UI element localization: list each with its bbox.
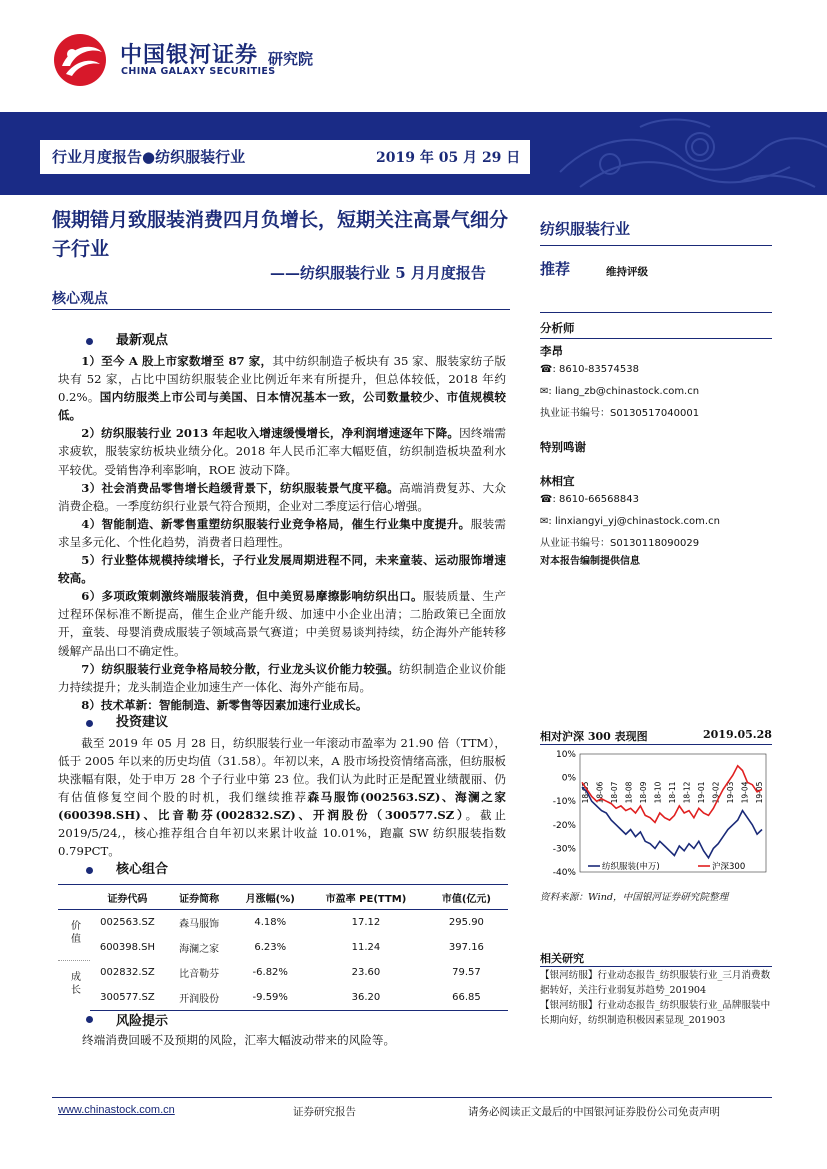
x-tick-label: 18-07 bbox=[610, 781, 619, 804]
report-title: 假期错月致服装消费四月负增长，短期关注高景气细分子行业 bbox=[52, 209, 509, 260]
cell: 002832.SZ bbox=[100, 967, 155, 978]
invest-text-1: 截至 2019 年 05 月 28 日，纺织服装行业一年滚动市盈率为 21.90 倍（TTM），低于 2005 年以来的历史均值（31.58）。年初以来，A 股市场投资情绪高涨，但纺服板块涨幅有限，处于申万 28 个子行业中第 23 位。我们认为此时正是配置业绩靓丽、仍有估值修复空间个股的时机，我们继续推荐 bbox=[58, 735, 506, 805]
point-5 bbox=[58, 551, 506, 587]
analyst-block bbox=[540, 318, 772, 571]
cell: 11.24 bbox=[351, 942, 381, 953]
x-tick-label: 19-03 bbox=[726, 781, 735, 804]
divider bbox=[52, 309, 510, 310]
analyst-2-phone bbox=[540, 491, 772, 509]
col-pe: 市盈率 PE(TTM) bbox=[307, 885, 425, 910]
point-4 bbox=[58, 515, 506, 551]
report-subtitle: ——纺织服装行业 5 月月度报告 bbox=[270, 264, 486, 282]
galaxy-logo-icon bbox=[52, 32, 108, 88]
point-6-bold: 6）多项政策刺激终端服装消费，但中美贸易摩擦影响纺织出口。 bbox=[81, 589, 423, 604]
point-3 bbox=[58, 479, 506, 515]
cell: 300577.SZ bbox=[90, 985, 165, 1011]
col-code: 证券代码 bbox=[90, 885, 165, 910]
divider bbox=[540, 744, 772, 745]
x-tick-label: 18-11 bbox=[668, 781, 677, 804]
institute-label: 研究院 bbox=[268, 50, 314, 68]
latest-heading bbox=[58, 332, 506, 352]
related-heading: 相关研究 bbox=[540, 952, 584, 965]
point-1-bold: 1）至今 A 股上市家数增至 87 家， bbox=[81, 354, 273, 368]
cell: 4.18% bbox=[254, 917, 287, 928]
x-tick-label: 18-10 bbox=[653, 781, 663, 804]
cell: 66.85 bbox=[425, 985, 508, 1011]
point-1 bbox=[58, 352, 506, 424]
analyst-2-phone-value: 8610-66568843 bbox=[559, 494, 639, 505]
logo-text-en: CHINA GALAXY SECURITIES bbox=[121, 66, 276, 77]
report-type: 行业月度报告●纺织服装行业 bbox=[52, 148, 246, 166]
cell: 比音勒芬 bbox=[179, 969, 220, 980]
risk-heading bbox=[58, 1010, 506, 1030]
table-row bbox=[58, 985, 508, 1011]
footer-label: 证券研究报告 bbox=[293, 1106, 356, 1118]
point-6 bbox=[58, 587, 506, 659]
col-change: 月涨幅(%) bbox=[233, 885, 307, 910]
analyst-1-name: 李昂 bbox=[540, 344, 563, 358]
mail-icon: ✉: bbox=[540, 516, 552, 527]
invest-heading bbox=[58, 714, 506, 734]
cell: 295.90 bbox=[448, 917, 484, 928]
analyst-2-email bbox=[540, 513, 772, 531]
risk-text: 终端消费回暖不及预期的风险，汇率大幅波动带来的风险等。 bbox=[82, 1033, 396, 1047]
y-tick-label: -30% bbox=[552, 844, 576, 855]
point-7 bbox=[58, 660, 506, 696]
bullet-icon bbox=[86, 1016, 93, 1023]
analyst-2-email-value[interactable]: linxiangyi_yj@chinastock.com.cn bbox=[554, 516, 720, 527]
analyst-2-cert: 从业证书编号：S0130118090029 bbox=[540, 538, 700, 549]
divider bbox=[540, 245, 772, 246]
col-name: 证券简称 bbox=[165, 885, 233, 910]
invest-stocks: 森马服饰(002563.SZ)、海澜之家(600398.SH)、比音勒芬(002832.SZ)、开润股份（300577.SZ） bbox=[58, 790, 506, 823]
point-3-text: 高端消费复苏、大众消费企稳。一季度纺织行业景气符合预期，企业对二季度运行信心增强。 bbox=[58, 480, 506, 513]
x-tick-label: 19-01 bbox=[697, 781, 706, 804]
cell: 17.12 bbox=[351, 917, 381, 928]
x-tick-label: 18-12 bbox=[682, 781, 692, 804]
mail-icon: ✉: bbox=[540, 386, 552, 397]
report-date: 2019 年 05 月 29 日 bbox=[376, 150, 521, 166]
footer-url[interactable]: www.chinastock.com.cn bbox=[58, 1104, 175, 1116]
bullet-icon bbox=[86, 867, 93, 874]
portfolio-heading-label: 核心组合 bbox=[116, 861, 169, 877]
point-2-text: 因终端需求疲软，服装家纺板块业绩分化。2018 年人民币汇率大幅贬值，纺织制造板块盈利水平较优。受销售净利率影响，ROE 波动下降。 bbox=[58, 426, 506, 477]
thanks-heading: 特别鸣谢 bbox=[540, 440, 586, 454]
invest-paragraph bbox=[58, 734, 506, 861]
portfolio-heading bbox=[58, 861, 506, 881]
analyst-1-phone bbox=[540, 361, 772, 379]
legend-label-textile: 纺织服装(申万) bbox=[602, 862, 660, 872]
footer-disclaimer: 请务必阅读正文最后的中国银河证券股份公司免责声明 bbox=[468, 1106, 720, 1118]
col-mktcap: 市值(亿元) bbox=[425, 885, 508, 910]
analyst-1-email bbox=[540, 383, 772, 401]
analyst-1-email-value[interactable]: liang_zb@chinastock.com.cn bbox=[554, 386, 700, 397]
analyst-1-phone-value: 8610-83574538 bbox=[559, 364, 639, 375]
y-tick-label: 10% bbox=[555, 750, 576, 760]
cell: 海澜之家 bbox=[179, 944, 220, 955]
related-item[interactable]: 【银河纺服】行业动态报告_纺织服装行业_三月消费数据转好，关注行业弱复苏趋势_201904 bbox=[540, 970, 771, 996]
divider bbox=[540, 966, 772, 967]
x-tick-label: 19-02 bbox=[711, 781, 721, 804]
group-header bbox=[58, 885, 90, 910]
point-2-bold: 2）纺织服装行业 2013 年起收入增速缓慢增长，净利润增速逐年下降。 bbox=[81, 426, 460, 441]
core-section-title: 核心观点 bbox=[52, 291, 108, 307]
core-body bbox=[58, 332, 506, 881]
cell: -6.82% bbox=[252, 967, 288, 978]
table-row bbox=[58, 960, 508, 985]
logo-text-cn: 中国银河证券 bbox=[120, 43, 259, 68]
sector-name: 纺织服装行业 bbox=[540, 220, 631, 238]
contrib-note: 对本报告编制提供信息 bbox=[540, 556, 640, 567]
risk-heading-label: 风险提示 bbox=[116, 1014, 169, 1029]
x-tick-label: 19-04 bbox=[740, 781, 750, 804]
table-row bbox=[58, 910, 508, 936]
phone-icon: ☎: bbox=[540, 494, 556, 505]
cell: 002563.SZ bbox=[100, 917, 155, 928]
point-6-text: 服装质量、生产过程环保标准不断提高，催生企业产能升级、加速中小企业出清；二胎政策已全面放开，童装、母婴消费成服装子领域高景气赛道；中美贸易谈判持续，纺企海外产能转移缓解产品出口不确定性。 bbox=[58, 589, 506, 658]
point-5-bold: 5）行业整体规模持续增长，子行业发展周期进程不同，未来童装、运动服饰增速较高。 bbox=[58, 553, 506, 586]
rating: 推荐 bbox=[540, 260, 571, 278]
phone-icon: ☎: bbox=[540, 364, 556, 375]
point-2 bbox=[58, 424, 506, 478]
cell: 600398.SH bbox=[99, 942, 156, 953]
cell: 6.23% bbox=[254, 942, 287, 953]
cell: 397.16 bbox=[448, 942, 484, 953]
cell: 开润股份 bbox=[165, 985, 233, 1011]
point-4-bold: 4）智能制造、新零售重塑纺织服装行业竞争格局，催生行业集中度提升。 bbox=[81, 516, 471, 531]
analyst-1-cert: 执业证书编号：S0130517040001 bbox=[540, 408, 700, 419]
table-row bbox=[58, 935, 508, 960]
x-tick-label: 19-05 bbox=[755, 781, 764, 804]
x-tick-label: 18-06 bbox=[595, 781, 605, 804]
analyst-heading: 分析师 bbox=[540, 318, 772, 339]
point-4-text: 服装需求呈多元化、个性化趋势，消费者日趋理性。 bbox=[58, 516, 506, 549]
y-tick-label: 0% bbox=[561, 773, 576, 784]
point-1-text: 其中纺织制造子板块有 35 家、服装家纺子版块有 52 家，占比中国纺织服装企业比例近年来有所提升，但总体较低，2018 年约 0.2%。 bbox=[58, 354, 507, 405]
x-tick-label: 18-08 bbox=[624, 781, 634, 804]
portfolio-table bbox=[58, 884, 508, 1011]
cell: 23.60 bbox=[351, 967, 381, 978]
cell: 79.57 bbox=[452, 967, 481, 978]
chart-source: 资料来源：Wind，中国银河证券研究院整理 bbox=[540, 892, 729, 903]
rating-note: 维持评级 bbox=[606, 266, 648, 278]
analyst-2-name: 林相宜 bbox=[540, 474, 575, 488]
footer-divider bbox=[52, 1097, 772, 1098]
bullet-icon bbox=[86, 338, 93, 345]
table-header-row bbox=[58, 885, 508, 910]
y-tick-label: -40% bbox=[552, 868, 576, 878]
related-list bbox=[540, 968, 772, 1028]
point-7-bold: 7）纺织服装行业竞争格局较分散，行业龙头议价能力较强。 bbox=[81, 661, 400, 676]
bullet-icon bbox=[86, 720, 93, 727]
point-8-bold: 8）技术革新：智能制造、新零售等因素加速行业成长。 bbox=[81, 697, 368, 712]
y-tick-label: -20% bbox=[552, 820, 576, 831]
point-1-bold-2: 国内纺服类上市公司与美国、日本情况基本一致，公司数量较少、市值规模较低。 bbox=[58, 390, 506, 423]
x-tick-label: 18-09 bbox=[639, 781, 648, 804]
point-7-text: 纺织制造企业议价能力持续提升；龙头制造企业加速生产一体化、海外产能布局。 bbox=[58, 661, 506, 694]
group-growth: 成长 bbox=[68, 971, 80, 997]
invest-heading-label: 投资建议 bbox=[116, 714, 169, 730]
relative-performance-chart bbox=[540, 746, 772, 880]
legend-label-hs300: 沪深300 bbox=[712, 862, 746, 872]
group-value: 价值 bbox=[68, 920, 80, 947]
invest-text-2: 。截止 2019/5/24,，核心推荐组合自年初以来累计收益 10.01%，跑赢 SW 纺织服装指数 0.79PCT。 bbox=[58, 808, 506, 859]
cell: 36.20 bbox=[307, 985, 425, 1011]
chart-title: 相对沪深 300 表现图 bbox=[540, 730, 648, 743]
cell: -9.59% bbox=[233, 985, 307, 1011]
x-tick-label: 18-05 bbox=[581, 781, 590, 804]
divider bbox=[540, 312, 772, 313]
cell: 森马服饰 bbox=[179, 919, 220, 930]
y-tick-label: -10% bbox=[552, 797, 576, 808]
latest-heading-label: 最新观点 bbox=[116, 333, 169, 348]
point-3-bold: 3）社会消费品零售增长趋缓背景下，纺织服装景气度平稳。 bbox=[81, 480, 400, 495]
point-8 bbox=[58, 696, 506, 714]
chart-date: 2019.05.28 bbox=[703, 728, 772, 741]
related-item[interactable]: 【银河纺服】行业动态报告_纺织服装行业_品牌服装中长期向好，纺织制造积极因素显现_201903 bbox=[540, 1000, 771, 1026]
